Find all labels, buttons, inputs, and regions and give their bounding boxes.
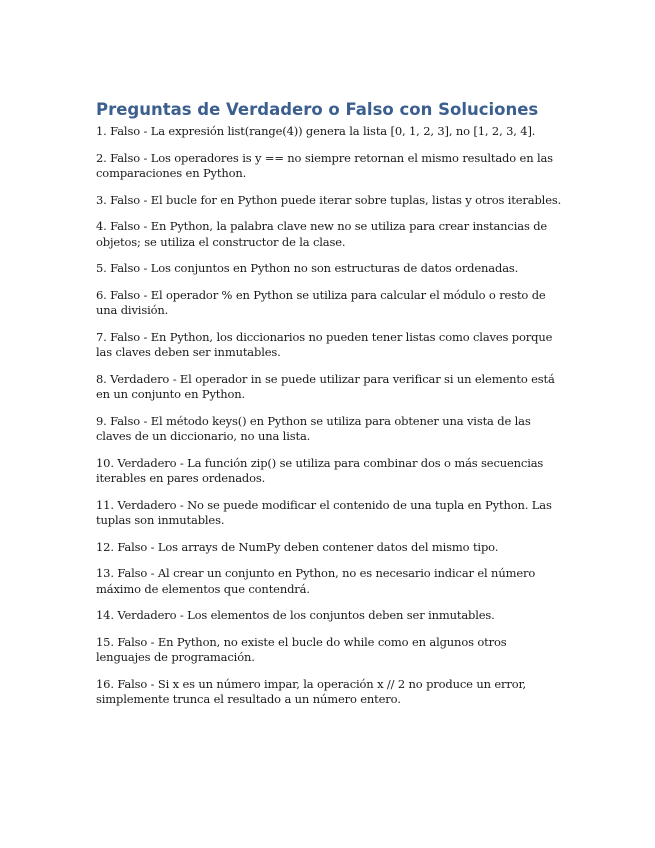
answer-item-13: 13. Falso - Al crear un conjunto en Python, no es necesario indicar el número máximo de elementos que contendrá. xyxy=(96,566,536,596)
answer-item-9: 9. Falso - El método keys() en Python se utiliza para obtener una vista de las claves de un diccionario, no una lista. xyxy=(96,413,531,443)
answer-item-8: 8. Verdadero - El operador in se puede utilizar para verificar si un elemento está en un conjunto en Python. xyxy=(96,371,555,401)
answer-item-11: 11. Verdadero - No se puede modificar el contenido de una tupla en Python. Las tuplas son inmutables. xyxy=(96,497,552,527)
document-page xyxy=(96,99,562,719)
answer-item-1: 1. Falso - La expresión list(range(4)) genera la lista [0, 1, 2, 3], no [1, 2, 3, 4]. xyxy=(96,124,536,138)
answer-item-6: 6. Falso - El operador % en Python se utiliza para calcular el módulo o resto de una división. xyxy=(96,287,546,317)
answer-item-16: 16. Falso - Si x es un número impar, la operación x // 2 no produce un error, simplemente trunca el resultado a un número entero. xyxy=(96,676,527,706)
answer-item-15: 15. Falso - En Python, no existe el bucle do while como en algunos otros lenguajes de programación. xyxy=(96,634,507,664)
answer-item-10: 10. Verdadero - La función zip() se utiliza para combinar dos o más secuencias iterables en pares ordenados. xyxy=(96,455,544,485)
answer-item-3: 3. Falso - El bucle for en Python puede iterar sobre tuplas, listas y otros iterables. xyxy=(96,192,562,207)
answer-item-5: 5. Falso - Los conjuntos en Python no son estructuras de datos ordenadas. xyxy=(96,261,519,275)
answer-item-12: 12. Falso - Los arrays de NumPy deben contener datos del mismo tipo. xyxy=(96,539,499,554)
answer-item-7: 7. Falso - En Python, los diccionarios no pueden tener listas como claves porque las claves deben ser inmutables. xyxy=(96,329,553,359)
answer-item-2: 2. Falso - Los operadores is y == no siempre retornan el mismo resultado en las comparaciones en Python. xyxy=(96,150,553,180)
document-title: Preguntas de Verdadero o Falso con Soluciones xyxy=(96,100,539,119)
answer-list xyxy=(96,124,562,708)
answer-item-4: 4. Falso - En Python, la palabra clave new no se utiliza para crear instancias de objetos; se utiliza el constructor de la clase. xyxy=(96,219,548,249)
answer-item-14: 14. Verdadero - Los elementos de los conjuntos deben ser inmutables. xyxy=(96,608,495,622)
